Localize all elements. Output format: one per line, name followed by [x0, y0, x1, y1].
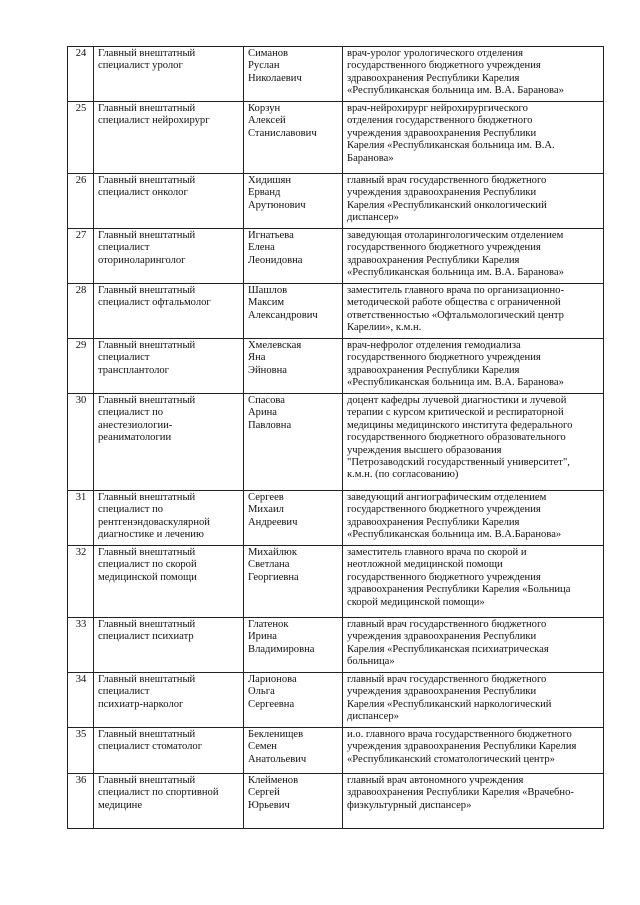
specialty-line: специалист — [98, 686, 150, 698]
position-line: учреждения здравоохранения Республики — [347, 631, 537, 643]
full-name-cell — [244, 102, 343, 174]
specialty-line: Главный внештатный — [98, 619, 196, 630]
full-name-line: Светлана — [248, 559, 290, 571]
position-line: врач-уролог урологического отделения — [347, 48, 523, 59]
full-name-line: Алексей — [248, 115, 286, 127]
specialty-line: Главный внештатный — [98, 230, 196, 241]
row-number: 34 — [68, 673, 94, 728]
specialty-line: специалист по — [98, 407, 164, 419]
specialty-line: анестезиологии- — [98, 419, 173, 431]
full-name-line: Хидишян — [248, 175, 292, 186]
specialty-line: Главный внештатный — [98, 775, 196, 786]
position-line: государственного бюджетного учреждения — [347, 242, 541, 254]
position-line: неотложной медицинской помощи — [347, 559, 503, 571]
position-line: скорой медицинской помощи» — [347, 596, 485, 608]
specialty-line: специалист уролог — [98, 60, 183, 72]
specialty-cell — [94, 673, 244, 728]
full-name-line: Ольга — [248, 686, 275, 698]
specialty-line: специалист онколог — [98, 187, 188, 199]
position-line: здравоохранения Республики Карелия — [347, 516, 520, 528]
full-name-line: Арина — [248, 407, 277, 419]
full-name-cell — [244, 284, 343, 339]
position-line: к.м.н. (по согласованию) — [347, 469, 459, 481]
position-line: отделения государственного бюджетного — [347, 115, 533, 127]
specialty-cell — [94, 284, 244, 339]
full-name-line: Юрьевич — [248, 799, 290, 811]
full-name-cell — [244, 774, 343, 829]
specialty-line: психиатр-нарколог — [98, 698, 184, 710]
position-line: Карелии», к.м.н. — [347, 322, 422, 334]
specialty-line: Главный внештатный — [98, 729, 196, 740]
row-number: 32 — [68, 546, 94, 618]
position-line: учреждения здравоохранения Республики Карелия — [347, 741, 577, 753]
full-name-cell — [244, 728, 343, 774]
row-number: 33 — [68, 618, 94, 673]
position-line: больница» — [347, 656, 395, 668]
specialty-line: диагностике и лечению — [98, 529, 204, 541]
specialty-cell — [94, 102, 244, 174]
position-line: «Республиканский стоматологический центр» — [347, 753, 555, 765]
full-name-line: Анатольевич — [248, 753, 307, 765]
specialty-cell — [94, 546, 244, 618]
position-cell — [343, 284, 604, 339]
position-line: здравоохранения Республики Карелия — [347, 72, 520, 84]
position-cell — [343, 394, 604, 491]
full-name-cell — [244, 546, 343, 618]
document-page — [67, 46, 603, 829]
position-line: учреждения здравоохранения Республики — [347, 686, 537, 698]
full-name-cell — [244, 339, 343, 394]
specialty-cell — [94, 728, 244, 774]
specialists-table-body — [68, 47, 604, 829]
specialty-line: специалист по скорой — [98, 559, 197, 571]
specialty-line: специалист психиатр — [98, 631, 194, 643]
position-line: заведующая отоларингологическим отделением — [347, 230, 564, 241]
full-name-line: Николаевич — [248, 72, 302, 84]
full-name-line: Сергей — [248, 787, 280, 799]
position-line: государственного бюджетного учреждения — [347, 571, 541, 583]
position-line: «Республиканская больница им. В.А. Баранова» — [347, 377, 564, 389]
row-number: 26 — [68, 174, 94, 229]
full-name-line: Георгиевна — [248, 571, 299, 583]
specialty-line: специалист офтальмолог — [98, 297, 211, 309]
specialty-line: Главный внештатный — [98, 285, 196, 296]
full-name-cell — [244, 229, 343, 284]
full-name-line: Глатенок — [248, 619, 289, 630]
specialty-line: специалист — [98, 352, 150, 364]
specialty-line: специалист стоматолог — [98, 741, 203, 753]
position-line: заместитель главного врача по скорой и — [347, 547, 527, 558]
position-line: главный врач государственного бюджетного — [347, 175, 547, 186]
position-cell — [343, 546, 604, 618]
full-name-line: Руслан — [248, 60, 280, 72]
row-number: 36 — [68, 774, 94, 829]
table-row — [68, 284, 604, 339]
specialty-line: Главный внештатный — [98, 674, 196, 685]
specialty-line: специалист — [98, 242, 150, 254]
position-cell — [343, 229, 604, 284]
full-name-line: Игнатьева — [248, 230, 294, 241]
position-line: «Республиканская больница им. В.А.Баранова» — [347, 529, 562, 541]
row-number: 24 — [68, 47, 94, 102]
full-name-cell — [244, 673, 343, 728]
position-cell — [343, 491, 604, 546]
specialty-cell — [94, 491, 244, 546]
position-line: здравоохранения Республики Карелия — [347, 254, 520, 266]
position-line: учреждения здравоохранения Республики — [347, 127, 537, 139]
specialty-cell — [94, 394, 244, 491]
full-name-line: Шашлов — [248, 285, 288, 296]
full-name-line: Владимировна — [248, 643, 315, 655]
position-line: врач-нейрохирург нейрохирургического — [347, 103, 528, 114]
position-line: Карелия «Республиканская больница им. В.А. — [347, 140, 555, 152]
full-name-line: Сергеевна — [248, 698, 295, 710]
specialty-cell — [94, 174, 244, 229]
specialty-line: специалист по спортивной — [98, 787, 219, 799]
row-number: 28 — [68, 284, 94, 339]
position-line: главный врач автономного учреждения — [347, 775, 524, 786]
position-line: государственного бюджетного учреждения — [347, 352, 541, 364]
row-number: 30 — [68, 394, 94, 491]
position-line: врач-нефролог отделения гемодиализа — [347, 340, 521, 351]
specialty-cell — [94, 47, 244, 102]
row-number: 25 — [68, 102, 94, 174]
specialty-line: медицине — [98, 799, 143, 811]
position-line: государственного бюджетного учреждения — [347, 60, 541, 72]
table-row — [68, 618, 604, 673]
table-row — [68, 774, 604, 829]
specialty-line: медицинской помощи — [98, 571, 197, 583]
full-name-cell — [244, 618, 343, 673]
full-name-line: Арутюнович — [248, 199, 306, 211]
specialty-cell — [94, 339, 244, 394]
specialty-line: специалист по — [98, 504, 164, 516]
specialty-line: трансплантолог — [98, 364, 170, 376]
full-name-line: Спасова — [248, 395, 286, 406]
specialists-table — [67, 46, 604, 829]
position-line: Баранова» — [347, 152, 394, 164]
position-line: здравоохранения Республики Карелия «Врачебно- — [347, 787, 574, 799]
full-name-line: Ерванд — [248, 187, 281, 199]
full-name-line: Симанов — [248, 48, 289, 59]
specialty-cell — [94, 774, 244, 829]
full-name-cell — [244, 47, 343, 102]
position-line: диспансер» — [347, 212, 399, 224]
specialty-cell — [94, 229, 244, 284]
specialty-line: Главный внештатный — [98, 547, 196, 558]
specialty-line: специалист нейрохирург — [98, 115, 210, 127]
full-name-line: Павловна — [248, 419, 292, 431]
full-name-line: Александрович — [248, 309, 318, 321]
position-cell — [343, 174, 604, 229]
position-line: Карелия «Республиканский наркологический — [347, 698, 552, 710]
position-cell — [343, 339, 604, 394]
full-name-line: Семен — [248, 741, 277, 753]
specialty-line: оториноларинголог — [98, 254, 186, 266]
position-cell — [343, 47, 604, 102]
full-name-line: Михаил — [248, 504, 284, 516]
position-line: диспансер» — [347, 711, 399, 723]
specialty-cell — [94, 618, 244, 673]
position-line: государственного бюджетного учреждения — [347, 504, 541, 516]
table-row — [68, 394, 604, 491]
position-line: здравоохранения Республики Карелия «Больница — [347, 584, 571, 596]
position-line: главный врач государственного бюджетного — [347, 674, 547, 685]
full-name-line: Ларионова — [248, 674, 297, 685]
full-name-line: Ирина — [248, 631, 277, 643]
row-number: 29 — [68, 339, 94, 394]
table-row — [68, 546, 604, 618]
full-name-line: Станиславович — [248, 127, 317, 139]
full-name-line: Елена — [248, 242, 275, 254]
full-name-line: Максим — [248, 297, 285, 309]
position-line: ответственностью «Офтальмологический центр — [347, 309, 564, 321]
position-cell — [343, 728, 604, 774]
specialty-line: реаниматологии — [98, 432, 172, 444]
position-cell — [343, 102, 604, 174]
full-name-line: Леонидовна — [248, 254, 303, 266]
full-name-line: Хмелевская — [248, 340, 302, 351]
table-row — [68, 491, 604, 546]
table-row — [68, 47, 604, 102]
position-line: «Республиканская больница им. В.А. Баранова» — [347, 267, 564, 279]
position-line: Карелия «Республиканская психиатрическая — [347, 643, 549, 655]
full-name-line: Сергеев — [248, 492, 284, 503]
position-line: методической работе общества с ограниченной — [347, 297, 561, 309]
position-cell — [343, 673, 604, 728]
full-name-line: Эйновна — [248, 364, 288, 376]
position-line: «Республиканская больница им. В.А. Баранова» — [347, 85, 564, 97]
position-cell — [343, 774, 604, 829]
specialty-line: рентгенэндоваскулярной — [98, 516, 210, 528]
position-line: "Петрозаводский государственный университет", — [347, 457, 570, 469]
position-line: здравоохранения Республики Карелия — [347, 364, 520, 376]
table-row — [68, 229, 604, 284]
full-name-line: Андреевич — [248, 516, 298, 528]
position-line: заведующий ангиографическим отделением — [347, 492, 547, 503]
position-line: и.о. главного врача государственного бюджетного — [347, 729, 572, 740]
position-line: государственного бюджетного образовательного — [347, 432, 566, 444]
full-name-cell — [244, 394, 343, 491]
full-name-line: Михайлюк — [248, 547, 297, 558]
position-line: медицины медицинского института федерального — [347, 419, 573, 431]
position-line: доцент кафедры лучевой диагностики и лучевой — [347, 395, 567, 406]
row-number: 27 — [68, 229, 94, 284]
full-name-line: Корзун — [248, 103, 281, 114]
specialty-line: Главный внештатный — [98, 492, 196, 503]
row-number: 31 — [68, 491, 94, 546]
position-line: учреждения здравоохранения Республики — [347, 187, 537, 199]
full-name-line: Бекленищев — [248, 729, 304, 740]
table-row — [68, 673, 604, 728]
position-line: терапии с курсом критической и респираторной — [347, 407, 564, 419]
table-row — [68, 174, 604, 229]
position-line: физкультурный диспансер» — [347, 799, 472, 811]
specialty-line: Главный внештатный — [98, 48, 196, 59]
full-name-cell — [244, 174, 343, 229]
position-line: Карелия «Республиканский онкологический — [347, 199, 547, 211]
full-name-line: Яна — [248, 352, 266, 364]
full-name-line: Клейменов — [248, 775, 299, 786]
full-name-cell — [244, 491, 343, 546]
table-row — [68, 339, 604, 394]
specialty-line: Главный внештатный — [98, 340, 196, 351]
position-line: главный врач государственного бюджетного — [347, 619, 547, 630]
position-line: заместитель главного врача по организационно- — [347, 285, 564, 296]
table-row — [68, 728, 604, 774]
position-line: учреждения высшего образования — [347, 444, 502, 456]
specialty-line: Главный внештатный — [98, 103, 196, 114]
specialty-line: Главный внештатный — [98, 175, 196, 186]
position-cell — [343, 618, 604, 673]
table-row — [68, 102, 604, 174]
specialty-line: Главный внештатный — [98, 395, 196, 406]
row-number: 35 — [68, 728, 94, 774]
